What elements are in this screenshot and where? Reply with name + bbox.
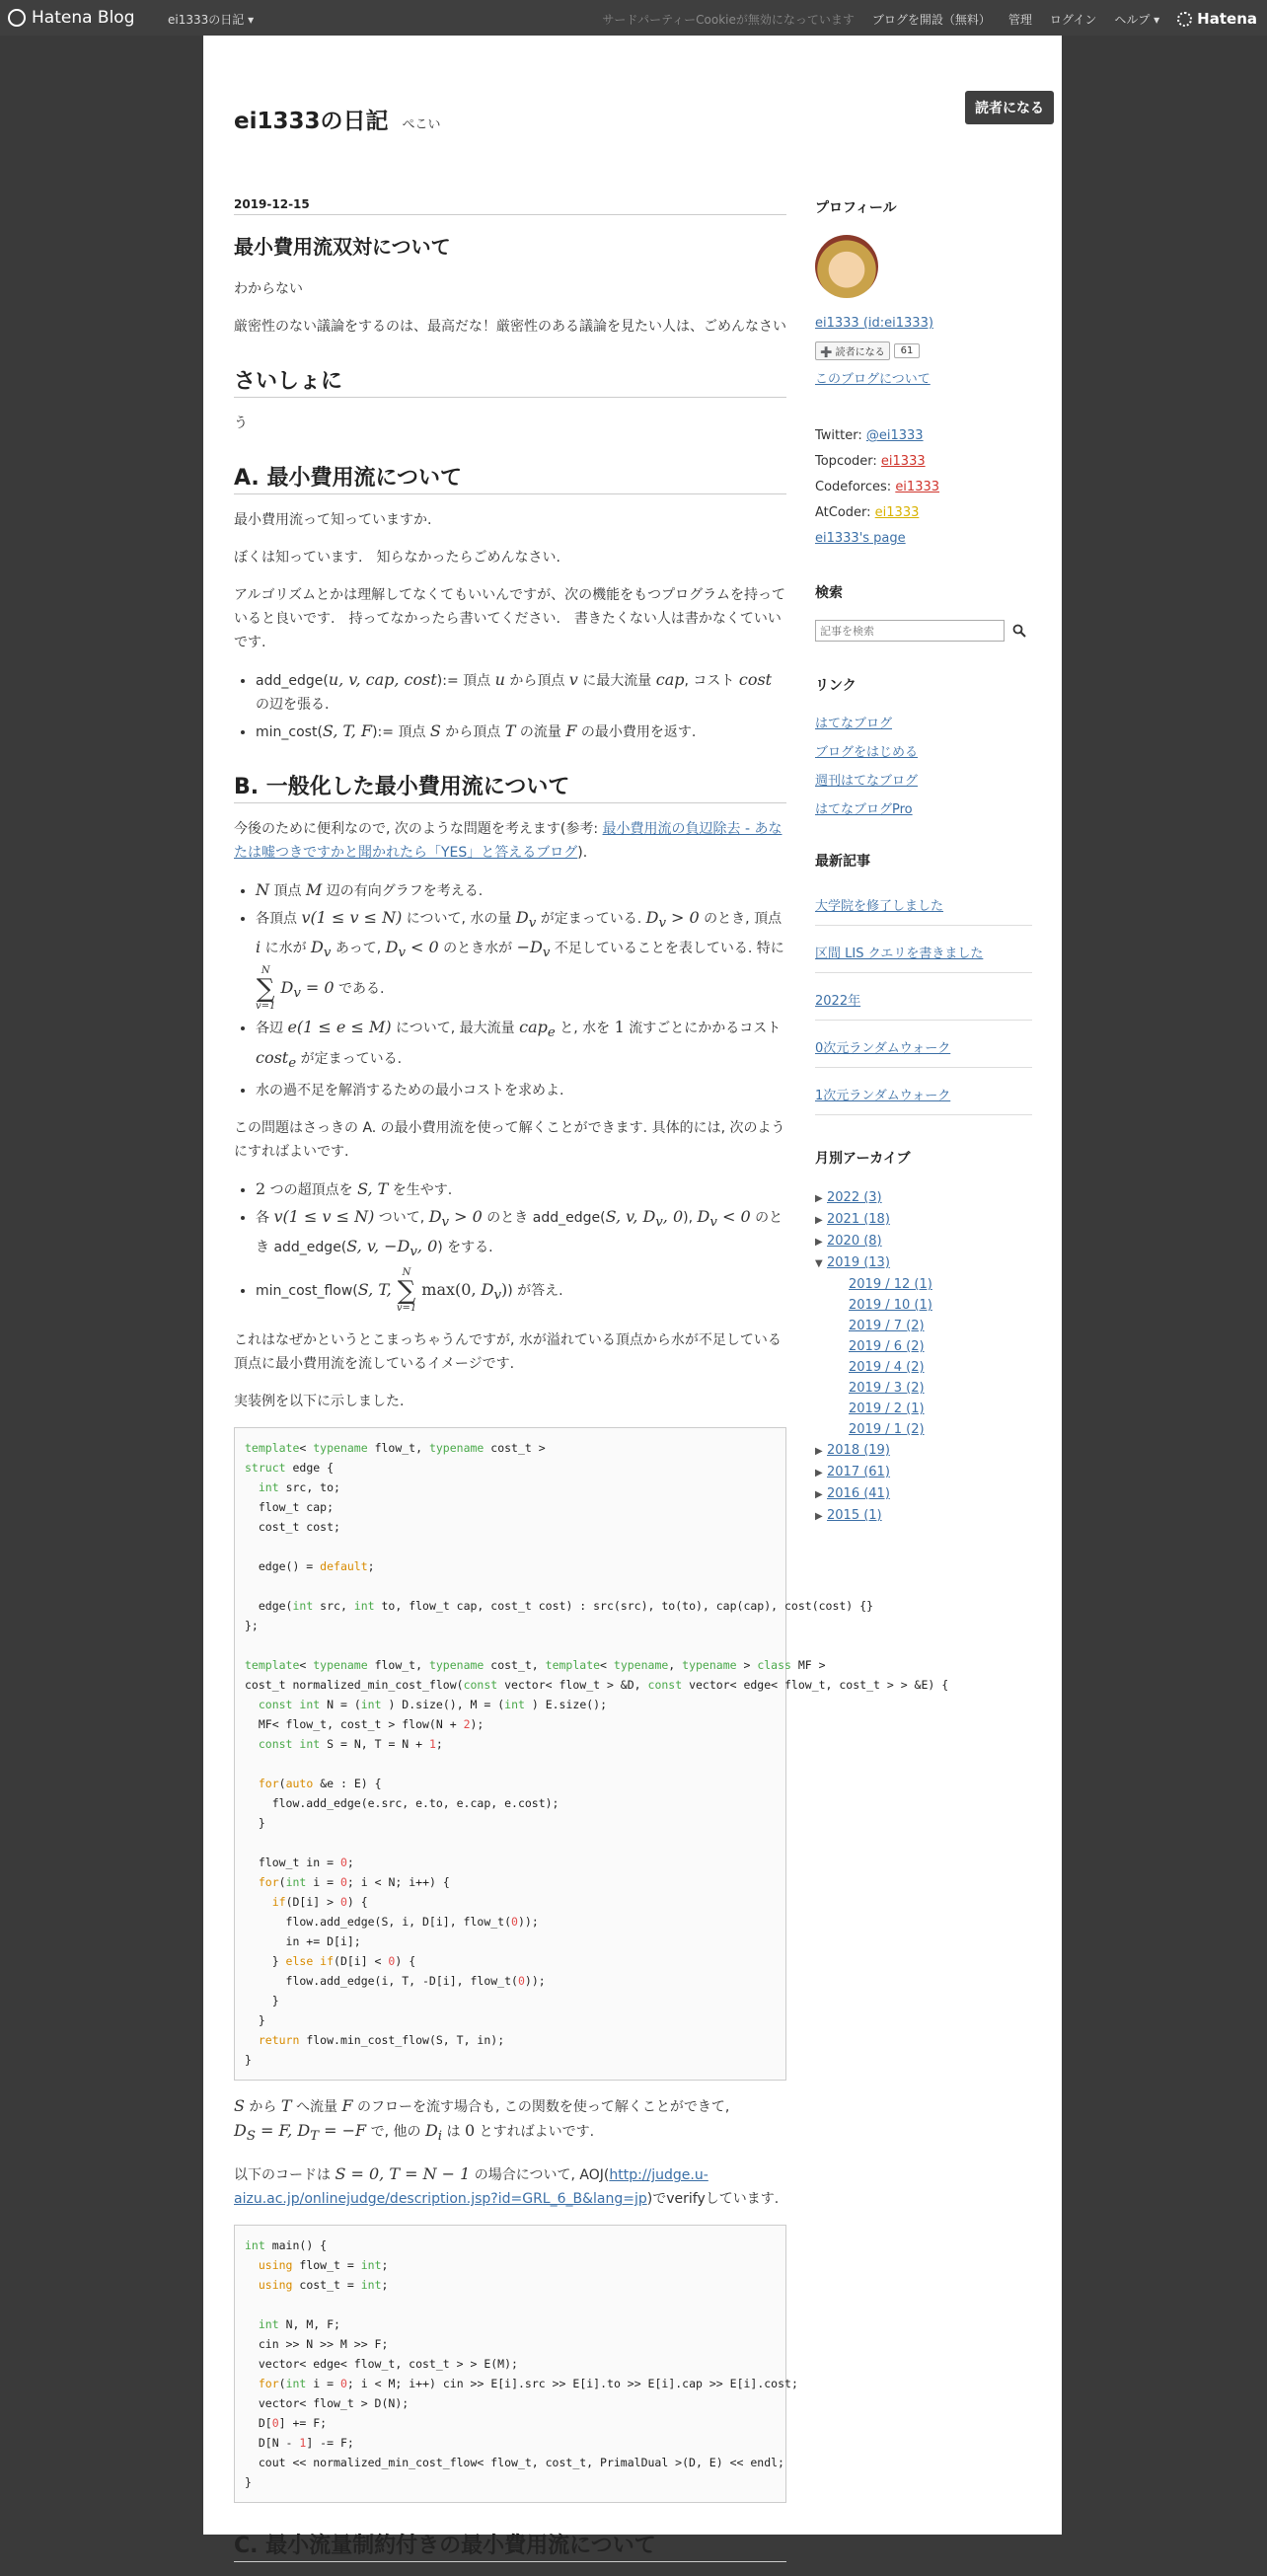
list-item: • N 頂点 M 辺の有向グラフを考える. [256,878,786,903]
list-item: • min_cost(S, T, F):= 頂点 S から頂点 T の流量 F の最小費用を返す. [256,720,786,744]
code-line: } else if(D[i] < 0) { [245,1954,416,1969]
section-heading: C. 最小流量制約付きの最小費用流について [234,2529,786,2562]
hatena-blog-logo-icon [8,9,26,27]
recent-entry-link[interactable]: 0次元ランダムウォーク [815,1030,1032,1068]
logo-text: Hatena Blog [32,8,135,28]
paragraph: 最小費用流って知っていますか. [234,512,432,528]
archive-year[interactable]: ▶ 2020 (8) [815,1231,1032,1252]
blog-description: ぺこい [402,117,441,132]
code-line: } [245,2475,252,2490]
aoj-link[interactable]: http://judge.u-aizu.ac.jp/onlinejudge/description.jsp?id=GRL_6_B&lang=jp [234,2167,708,2208]
expand-triangle-icon[interactable]: ▶ [815,1468,823,1478]
recent-heading: 最新記事 [815,854,870,870]
manage-link[interactable]: 管理 [1007,12,1032,27]
solution-list [234,1177,786,1315]
list-item: • add_edge(u, v, cap, cost):= 頂点 u から頂点 v に最大流量 cap, コスト cost の辺を張る. [256,668,786,717]
codeforces-line: Codeforces: ei1333 [815,480,940,494]
blog-title[interactable]: ei1333の日記 [234,109,389,134]
code-line: int src, to; [258,1480,340,1495]
code-line: flow_t in = 0; [245,1856,354,1870]
code-line: } [245,1816,265,1831]
archive-month[interactable]: 2019 / 6 (2) [849,1339,925,1354]
code-line: const int N = (int ) D.size(), M = (int ) E.size(); [258,1698,608,1712]
list-item: • 各辺 e(1 ≤ e ≤ M) について, 最大流量 cap$_e$ と, 水を 1 流すごとにかかるコスト cost$_e$ が定まっている. [256,1016,786,1075]
recent-entries-module [815,851,1032,1115]
hatena-gear-icon [1177,12,1192,27]
help-menu[interactable]: ヘルプ ▾ [1114,12,1160,27]
link-item[interactable]: 週刊はてなブログ [815,774,919,789]
code-line: return flow.min_cost_flow(S, T, in); [258,2033,505,2048]
paragraph: アルゴリズムとかは理解してなくてもいいんですが、次の機能をもつプログラムを持っていると良いです. 持ってなかったら書いてください. 書きたくない人は書かなくていいです. [234,587,786,650]
top-bar [0,0,1267,36]
code-line: struct edge { [245,1461,335,1476]
archive-year[interactable]: ▶ 2022 (3) [815,1187,1032,1209]
collapse-triangle-icon[interactable]: ▼ [815,1258,823,1269]
subscribe-small-button[interactable]: ➕ 読者になる [815,341,890,360]
twitter-link[interactable]: @ei1333 [865,428,924,443]
list-item: • 各 v(1 ≤ v ≤ N) ついて, $D_v > 0$ のとき add_edge(S, v, $D_v$, 0), $D_v < 0$ のとき add_edge(S, v, $-D_v$, 0) をする. [256,1205,786,1264]
code-line: flow.add_edge(S, i, D[i], flow_t(0)); [245,1915,539,1930]
avatar[interactable] [815,235,878,298]
archive-heading: 月別アーカイブ [815,1151,911,1167]
section-heading: B. 一般化した最小費用流について [234,770,786,803]
links-heading: リンク [815,678,857,694]
code-line: flow.add_edge(e.src, e.to, e.cap, e.cost); [245,1796,559,1811]
paragraph: この問題はさっきの A. の最小費用流を使って解くことができます. 具体的には, 次のようにすればよいです. [234,1119,785,1160]
archive-year[interactable]: ▶ 2016 (41) [815,1483,1032,1505]
reader-row [815,341,1032,360]
archive-year[interactable]: ▶ 2021 (18) [815,1209,1032,1231]
blog-menu[interactable]: ei1333の日記 ▾ [168,13,255,27]
profile-heading: プロフィール [815,200,897,216]
code-block[interactable] [234,2225,798,2503]
code-line: const int S = N, T = N + 1; [258,1737,443,1752]
archive-month[interactable]: 2019 / 3 (2) [849,1381,925,1396]
code-line: D[0] += F; [245,2416,328,2431]
atcoder-line: AtCoder: ei1333 [815,505,920,520]
recent-entry-link[interactable]: 大学院を修了しました [815,888,1032,926]
section-heading: A. 最小費用流について [234,461,786,494]
entry-date[interactable]: 2019-12-15 [234,197,786,215]
search-heading: 検索 [815,585,843,601]
page-container [203,36,1062,2559]
code-line: } [245,2053,252,2068]
code-line: } [245,1994,279,2008]
code-line: flow_t cap; [245,1500,335,1515]
archive-month[interactable]: 2019 / 12 (1) [849,1277,932,1292]
code-line: MF< flow_t, cost_t > flow(N + 2); [245,1717,484,1732]
code-line: int N, M, F; [258,2317,340,2332]
problem-list [234,878,786,1102]
topcoder-link[interactable]: ei1333 [880,454,926,469]
top-bar-right [602,10,1257,28]
link-item[interactable]: ブログをはじめる [815,745,919,760]
links-module [815,675,1032,817]
list-item: • 水の過不足を解消するための最小コストを求めよ. [256,1079,786,1102]
archive-month[interactable]: 2019 / 10 (1) [849,1298,932,1313]
section-heading: さいしょに [234,364,786,398]
about-blog-link[interactable]: このブログについて [815,372,931,387]
archive-year[interactable]: ▼ 2019 (13) [815,1252,1032,1274]
archive-module [815,1149,1032,1527]
paragraph: 以下のコードは S = 0, T = N − 1 の場合について, AOJ(http://judge.u-aizu.ac.jp/onlinejudge/description.jsp?id=GRL_6_B&lang=jp)でverifyしています. [234,2164,780,2208]
profile-module [815,197,1032,549]
paragraph: う [234,416,248,431]
search-input[interactable] [815,620,1005,642]
archive-year[interactable]: ▶ 2017 (61) [815,1462,1032,1483]
code-line: cost_t cost; [245,1520,340,1535]
paragraph: 厳密性のない議論をするのは、最高だな！厳密性のある議論を見たい人は、ごめんなさい [234,319,786,335]
function-list [234,668,786,744]
code-line: flow.add_edge(i, T, -D[i], flow_t(0)); [245,1974,546,1989]
list-item: • 各頂点 v(1 ≤ v ≤ N) について, 水の量 $D_v$ が定まっている. $D_v > 0$ のとき, 頂点 i に水が $D_v$ あって, $D_v < 0$ のとき水が $-D_v$ 不足していることを表している. 特に N ∑ v=1 $D_v = 0$ である. [256,906,786,1013]
list-item: • 2 つの超頂点を S, T を生やす. [256,1177,786,1202]
link-item[interactable]: はてなブログPro [815,802,913,817]
page-link[interactable]: ei1333's page [815,531,906,546]
search-module [815,582,1032,642]
code-line: template< typename flow_t, typename cost_t, template< typename, typename > class MF > [245,1658,826,1673]
start-blog-link[interactable]: ブログを開設（無料） [871,12,991,27]
code-line: for(int i = 0; i < N; i++) { [258,1875,450,1890]
archive-month[interactable]: 2019 / 4 (2) [849,1360,925,1375]
code-line: edge(int src, int to, flow_t cap, cost_t cost) : src(src), to(to), cap(cap), cost(cost) {} [245,1599,873,1614]
paragraph: S から T へ流量 F のフローを流す場合も, この関数を使って解くことができて, $D_S = F$, $D_T = -F$ で, 他の $D_i$ は 0 とすればよいです. [234,2096,730,2145]
expand-triangle-icon[interactable]: ▶ [815,1446,823,1457]
code-line: D[N - 1] -= F; [245,2436,354,2451]
search-row [815,620,1032,642]
code-line: vector< flow_t > D(N); [245,2396,410,2411]
recent-entry-link[interactable]: 区間 LIS クエリを書きました [815,936,1032,973]
archive-year[interactable]: ▶ 2018 (19) [815,1440,1032,1462]
paragraph: 実装例を以下に示しました. [234,1394,405,1410]
archive-month[interactable]: 2019 / 7 (2) [849,1319,925,1333]
expand-triangle-icon[interactable]: ▶ [815,1511,823,1522]
expand-triangle-icon[interactable]: ▶ [815,1193,823,1204]
code-line: if(D[i] > 0) { [271,1895,368,1910]
recent-entry-link[interactable]: 2022年 [815,983,1032,1021]
code-line: for(auto &e : E) { [258,1777,382,1791]
archive-month[interactable]: 2019 / 1 (2) [849,1422,925,1437]
topcoder-line: Topcoder: ei1333 [815,454,926,469]
codeforces-link[interactable]: ei1333 [895,480,940,494]
code-line: } [245,2013,265,2028]
link-item[interactable]: はてなブログ [815,717,893,731]
atcoder-link[interactable]: ei1333 [874,505,920,520]
search-icon[interactable] [1012,624,1026,638]
code-line: }; [245,1619,259,1633]
paragraph: わからない [234,281,303,297]
profile-id-link[interactable]: ei1333 (id:ei1333) [815,316,933,331]
twitter-line: Twitter: @ei1333 [815,428,924,443]
sidebar [815,197,1032,1560]
code-line: template< typename flow_t, typename cost_t > [245,1441,546,1456]
code-line: for(int i = 0; i < M; i++) cin >> E[i].src >> E[i].to >> E[i].cap >> E[i].cost; [258,2377,798,2391]
code-line: vector< edge< flow_t, cost_t > > E(M); [245,2357,518,2372]
hatena-logo[interactable] [1177,10,1257,28]
hatena-blog-logo[interactable] [8,8,135,28]
expand-triangle-icon[interactable]: ▶ [815,1237,823,1248]
code-line: edge() = default; [245,1559,375,1574]
code-line: int main() { [245,2238,328,2253]
blog-header [234,103,441,135]
hatena-logo-text: Hatena [1197,10,1257,28]
cookie-notice[interactable]: サードパーティーCookieが無効になっています [602,12,855,27]
archive-year[interactable]: ▶ 2015 (1) [815,1505,1032,1527]
reader-count[interactable]: 61 [894,343,921,358]
code-line: cout << normalized_min_cost_flow< flow_t, cost_t, PrimalDual >(D, E) << endl; [245,2456,784,2470]
paragraph: 今後のために便利なので, 次のような問題を考えます(参考: 最小費用流の負辺除去 - あなたは嘘つきですかと聞かれたら「YES」と答えるブログ). [234,821,783,861]
code-line: using flow_t = int; [258,2258,389,2273]
list-item: • min_cost_flow(S, T, N ∑ v=1 max(0, $D_v$)) が答え. [256,1267,786,1315]
reference-link[interactable]: 最小費用流の負辺除去 - あなたは嘘つきですかと聞かれたら「YES」と答えるブログ [234,821,783,861]
subscribe-button[interactable]: 読者になる [965,91,1054,124]
code-line: cin >> N >> M >> F; [245,2337,389,2352]
expand-triangle-icon[interactable]: ▶ [815,1489,823,1500]
code-line: using cost_t = int; [258,2278,389,2293]
entry-title[interactable]: 最小費用流双対について [234,235,451,259]
paragraph: これはなぜかというとこまっちゃうんですが, 水が溢れている頂点から水が不足している頂点に最小費用流を流しているイメージです. [234,1332,782,1373]
login-link[interactable]: ログイン [1049,12,1097,27]
expand-triangle-icon[interactable]: ▶ [815,1215,823,1226]
recent-entry-link[interactable]: 1次元ランダムウォーク [815,1078,1032,1115]
code-line: cost_t normalized_min_cost_flow(const vector< flow_t > &D, const vector< edge< flow_t, cost_t > > &E) { [245,1678,949,1693]
code-line: in += D[i]; [245,1934,361,1949]
archive-month[interactable]: 2019 / 2 (1) [849,1402,925,1416]
paragraph: ぼくは知っています. 知らなかったらごめんなさい. [234,550,560,566]
